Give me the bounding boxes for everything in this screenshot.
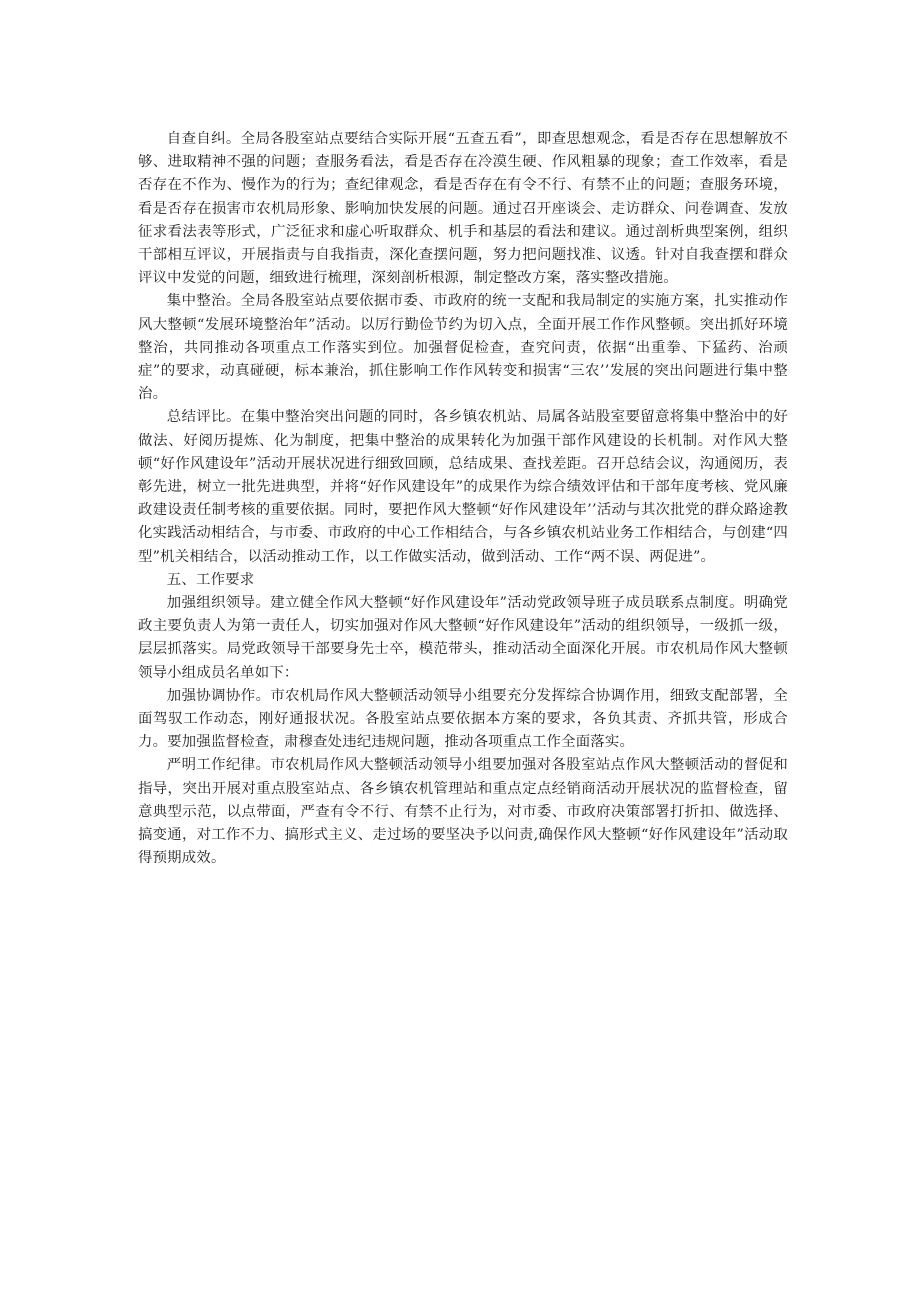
paragraph-focused-rectification: 集中整治。全局各股室站点要依据市委、市政府的统一支配和我局制定的实施方案，扎实推动作风大整顿“发展环境整治年”活动。以厉行勤俭节约为切入点，全面开展工作作风整顿。突出抓好环境整治，共同推动各项重点工作落实到位。加强督促检查，查究问责，依据“出重拳、下猛药、治顽症”的要求，动真碰硬，标本兼治，抓住影响工作作风转变和损害“三农’’发展的突出问题进行集中整治。 bbox=[138, 293, 788, 403]
paragraph-summary-evaluation: 总结评比。在集中整治突出问题的同时，各乡镇农机站、局属各站股室要留意将集中整治中的好做法、好阅历提炼、化为制度，把集中整治的成果转化为加强干部作风建设的长机制。对作风大整顿“好作风建设年”活动开展状况进行细致回顾，总结成果、查找差距。召开总结会议，沟通阅历，表彰先进，树立一批先进典型，并将“好作风建设年”的成果作为综合绩效评估和干部年度考核、党风廉政建设责任制考核的重要依据。同时，要把作风大整顿“好作风建设年’’活动与其次批党的群众路途教化实践活动相结合，与市委、市政府的中心工作相结合，与各乡镇农机站业务工作相结合，与创建“四型”机关相结合，以活动推动工作，以工作做实活动，做到活动、工作“两不误、两促进”。 bbox=[138, 409, 788, 565]
paragraph-coordination: 加强协调协作。市农机局作风大整顿活动领导小组要充分发挥综合协调作用，细致支配部署，全面驾驭工作动态，刚好通报状况。各股室站点要依据本方案的要求，各负其责、齐抓共管，形成合力。要加强监督检查，肃穆查处违纪违规问题，推动各项重点工作全面落实。 bbox=[138, 687, 788, 751]
section-heading-work-requirements: 五、工作要求 bbox=[166, 571, 255, 588]
document-body bbox=[138, 128, 788, 871]
paragraph-organizational-leadership: 加强组织领导。建立健全作风大整顿“好作风建设年”活动党政领导班子成员联系点制度。明确党政主要负责人为第一责任人，切实加强对作风大整顿“好作风建设年”活动的组织领导，一级抓一级，层层抓落实。局党政领导干部要身先士卒，模范带头，推动活动全面深化开展。市农机局作风大整顿领导小组成员名单如下： bbox=[138, 595, 788, 681]
paragraph-self-inspection: 自查自纠。全局各股室站点要结合实际开展“五查五看”，即查思想观念，看是否存在思想解放不够、进取精神不强的问题；查服务看法，看是否存在冷漠生硬、作风粗暴的现象；查工作效率，看是否存在不作为、慢作为的行为；查纪律观念，看是否存在有令不行、有禁不止的问题；查服务环境，看是否存在损害市农机局形象、影响加快发展的问题。通过召开座谈会、走访群众、问卷调查、发放征求看法表等形式，广泛征求和虚心听取群众、机手和基层的看法和建议。通过剖析典型案例，组织干部相互评议，开展指责与自我指责，深化查摆问题，努力把问题找准、议透。针对自我查摆和群众评议中发觉的问题，细致进行梳理，深刻剖析根源，制定整改方案，落实整改措施。 bbox=[138, 131, 788, 287]
paragraph-work-discipline: 严明工作纪律。市农机局作风大整顿活动领导小组要加强对各股室站点作风大整顿活动的督促和指导，突出开展对重点股室站点、各乡镇农机管理站和重点定点经销商活动开展状况的监督检查，留意典型示范，以点带面，严查有令不行、有禁不止行为，对市委、市政府决策部署打折扣、做选择、搞变通，对工作不力、搞形式主义、走过场的要坚决予以问责,确保作风大整顿“好作风建设年”活动取得预期成效。 bbox=[138, 757, 788, 867]
